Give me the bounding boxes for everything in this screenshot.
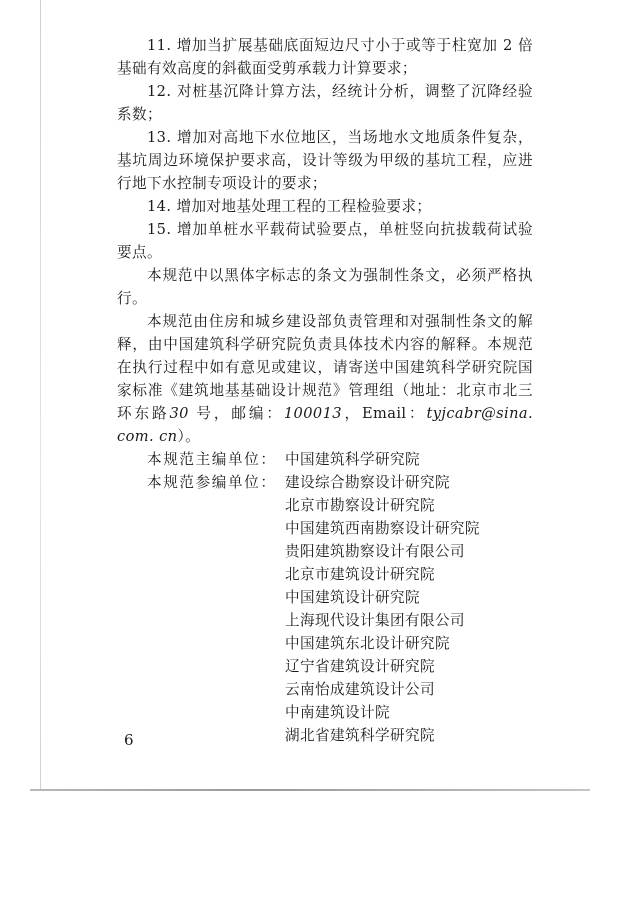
management-note <box>117 310 533 448</box>
address-postcode: 100013 <box>283 405 342 422</box>
scan-edge-left <box>40 0 41 790</box>
item-12: 12. 对桩基沉降计算方法，经统计分析，调整了沉降经验系数； <box>117 83 533 123</box>
participant-org: 云南怡成建筑设计公司 <box>285 681 435 698</box>
chief-editor-row <box>117 448 533 471</box>
participant-list <box>285 494 533 747</box>
participant-org: 中国建筑设计研究院 <box>285 589 420 606</box>
participant-org: 中南建筑设计院 <box>285 704 390 721</box>
mandatory-note: 本规范中以黑体字标志的条文为强制性条文，必须严格执行。 <box>117 267 533 307</box>
address-text-3: ）。 <box>177 428 201 445</box>
item-13: 13. 增加对高地下水位地区，当场地水文地质条件复杂，基坑周边环境保护要求高，设计等级为甲级的基坑工程，应进行地下水控制专项设计的要求； <box>117 129 533 192</box>
chief-editor-value: 中国建筑科学研究院 <box>285 451 420 468</box>
participants-label: 本规范参编单位： <box>147 474 277 491</box>
participant-org: 中国建筑东北设计研究院 <box>285 635 450 652</box>
page-number: 6 <box>124 731 134 749</box>
chief-editor-label: 本规范主编单位： <box>147 451 277 468</box>
item-14: 14. 增加对地基处理工程的工程检验要求； <box>147 198 432 215</box>
address-number: 30 <box>169 405 189 422</box>
address-text-2: ，Email： <box>341 405 427 422</box>
participants-row <box>117 471 533 494</box>
participant-org: 辽宁省建筑设计研究院 <box>285 658 435 675</box>
item-15: 15. 增加单桩水平载荷试验要点，单桩竖向抗拔载荷试验要点。 <box>117 221 533 261</box>
address-text-1: 号，邮编： <box>188 405 284 422</box>
participant-org: 北京市勘察设计研究院 <box>285 497 435 514</box>
address-email: tyjcabr@sina. com. cn <box>117 405 534 445</box>
document-page <box>117 34 533 747</box>
scan-edge-bottom <box>30 789 590 791</box>
item-11: 11. 增加当扩展基础底面短边尺寸小于或等于柱宽加 2 倍基础有效高度的斜截面受剪承载力计算要求； <box>117 37 533 77</box>
participant-org: 上海现代设计集团有限公司 <box>285 612 465 629</box>
management-note-text: 本规范由住房和城乡建设部负责管理和对强制性条文的解释，由中国建筑科学研究院负责具体技术内容的解释。本规范在执行过程中如有意见或建议，请寄送中国建筑科学研究院国家标准《建筑地基基础设计规范》管理组（地址：北京市北三环东路 <box>117 313 533 422</box>
participant-org: 中国建筑西南勘察设计研究院 <box>285 520 480 537</box>
participant-org: 湖北省建筑科学研究院 <box>285 727 435 744</box>
participant-org: 北京市建筑设计研究院 <box>285 566 435 583</box>
participant-org: 建设综合勘察设计研究院 <box>285 474 450 491</box>
participant-org: 贵阳建筑勘察设计有限公司 <box>285 543 465 560</box>
